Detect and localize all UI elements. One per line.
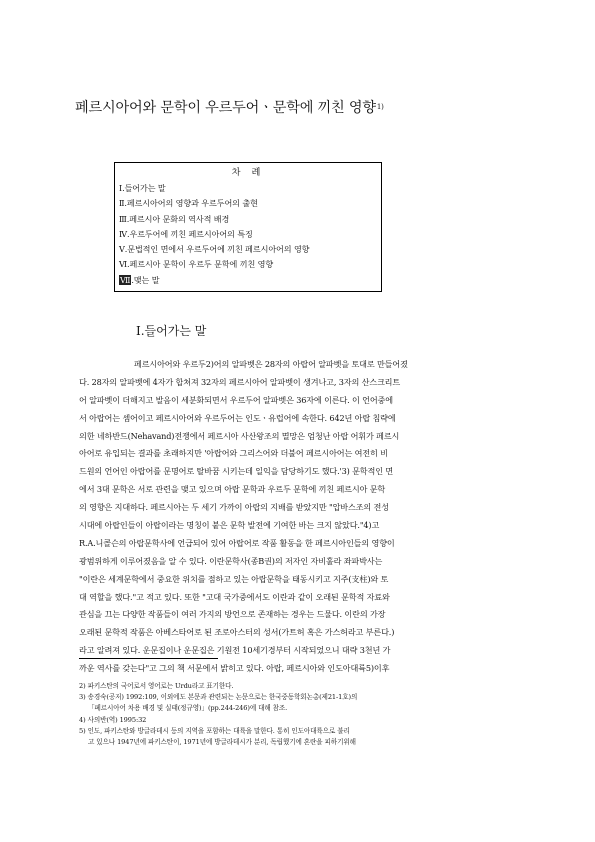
body-line: 서 아랍어는 셈어이고 페르시아어와 우르두어는 인도ㆍ유럽어에 속한다. 642년 아랍 침략에: [79, 412, 396, 423]
body-line: 어 알파벳이 더해지고 발음이 세분화되면서 우르두어 알파벳은 36자에 이른다. 이 언어중에: [79, 394, 393, 405]
footnote-line: 4) 사의반(역) 1995:32: [79, 715, 147, 724]
toc-item-label: .들어가는 말: [122, 183, 166, 193]
toc-item-numeral: Ⅲ: [119, 213, 127, 224]
toc-item-label: .페르시아 문학이 우르두 문학에 끼친 영향: [127, 259, 274, 270]
body-line: 다. 28자의 알파벳에 4자가 합쳐져 32자의 페르시아어 알파벳이 생겨나고, 3자의 산스크리트: [79, 376, 401, 387]
toc-item: [119, 196, 377, 211]
body-line: R.A.니콜슨의 아랍문학사에 언급되어 있어 아랍어로 작품 활동을 한 페르시아인들의 영향이: [79, 537, 395, 548]
body-line: 광범위하게 이루어졌음을 알 수 있다. 이란문학사(종B권)의 저자인 자비훌라 좌파박사는: [79, 555, 383, 566]
body-line: 오래된 문학적 작품은 아베스타어로 된 조로아스터의 성서(가트허 혹은 가스허라고 부른다.): [79, 627, 395, 638]
toc-item: [119, 227, 377, 242]
title-text: 페르시아어와 문학이 우르두어ㆍ문학에 끼친 영향: [75, 100, 376, 116]
toc-item-label: .우르두어에 끼친 페르시아어의 특징: [127, 228, 253, 239]
footnote-line: 5) 인도, 파키스탄와 방글라데시 등의 지역을 포함하는 대륙을 말한다. 통히 인도아대륙으로 불리: [79, 726, 350, 735]
table-of-contents: [114, 162, 382, 292]
toc-item-numeral: Ⅶ: [120, 274, 131, 285]
toc-heading: 차 례: [231, 167, 265, 178]
toc-item-numeral: Ⅵ: [119, 259, 128, 270]
title-footnote-marker: 1): [376, 103, 384, 111]
body-line: 시대에 아랍인들이 아랍이라는 명칭이 붙은 문학 발전에 기여한 바는 크지 않았다."4)고: [79, 520, 380, 531]
toc-item-numeral: Ⅴ: [119, 244, 125, 255]
footnote-line: 3) 송경숙(공저) 1992:109, 이외에도 본문과 관련되는 논문으로는 한국중동학회논총(제21-1호)의: [79, 693, 358, 702]
toc-item: [119, 273, 377, 288]
toc-item-numeral: Ⅳ: [119, 228, 127, 239]
body-line: 아어로 유입되는 결과를 초래하지만 '아랍어와 그리스어와 더불어 페르시아어는 여전히 비: [79, 448, 388, 459]
section-heading: Ⅰ.들어가는 말: [136, 324, 207, 338]
body-line: 대 역할을 했다."고 적고 있다. 또한 "고대 국가중에서도 이란과 같이 오래된 문학적 자료와: [79, 591, 390, 602]
body-line: 관심을 끄는 다양한 작품들이 여러 가지의 방언으로 존재하는 경우는 드물다. 이란의 가장: [79, 609, 386, 620]
body-line: 라고 알려져 있다. 운문집이나 운문집은 기원전 10세기경부터 시작되었으니 대략 3천년 가: [79, 645, 391, 656]
footnote-line: 2) 파키스탄의 국어로서 영어로는 Urdu라고 표기한다.: [79, 682, 234, 690]
toc-item: [119, 242, 377, 257]
toc-item-label: .문법적인 면에서 우르두어에 끼친 페르시아어의 영향: [124, 244, 310, 255]
body-line: "이란은 세계문학에서 중요한 위치를 점하고 있는 아랍문학을 태동시키고 지주(支柱)와 토: [79, 573, 389, 584]
toc-item-numeral: Ⅰ: [119, 183, 123, 193]
body-line: 까운 역사를 갖는다"고 그의 책 서문에서 밝히고 있다. 아랍, 페르시아와 인도아대륙5)이후: [79, 663, 390, 674]
toc-item-label: .페르시아어의 영향과 우르두어의 출현: [124, 198, 258, 209]
toc-item-label: .페르시아 문화의 역사적 배경: [126, 213, 230, 224]
footnote-line: 고 있으나 1947년에 파키스탄이, 1971년에 방글라데시가 분리, 독립했기에 혼란을 피하기위해: [88, 738, 356, 747]
body-line: 의 영향은 지대하다. 페르시아는 두 세기 가까이 아랍의 지배를 받았지만 "압바스조의 전성: [79, 502, 389, 513]
toc-item-label: .맺는 말: [131, 274, 160, 285]
footnotes: [79, 681, 515, 748]
toc-item: [119, 257, 377, 272]
body-line: 의한 네하반드(Nehavand)전쟁에서 페르시아 사산왕조의 멸망은 엄청난 아랍 어휘가 페르시: [79, 430, 400, 441]
footnote-line: 「페르시아어 차용 배경 및 실태(정규영)」(pp.244-246)에 대해 참조.: [88, 704, 288, 713]
page-title: [75, 97, 535, 117]
footnote-divider: [79, 658, 218, 659]
toc-list: [119, 181, 377, 288]
toc-item: [119, 212, 377, 227]
body-line: 페르시아어와 우르두2)어의 알파벳은 28자의 아랍어 알파벳을 토대로 만들어졌: [134, 359, 408, 369]
body-line: 드원의 언어인 아랍어를 문명어로 탈바꿈 시키는데 일익을 담당하기도 했다.'3) 문학적인 면: [79, 466, 394, 477]
body-text: [79, 356, 515, 678]
body-line: 에서 3대 문학은 서로 관련을 맺고 있으며 아랍 문학과 우르두 문학에 끼친 페르시아 문학: [79, 484, 386, 495]
toc-item: [119, 181, 377, 196]
toc-item-numeral: Ⅱ: [119, 198, 125, 209]
